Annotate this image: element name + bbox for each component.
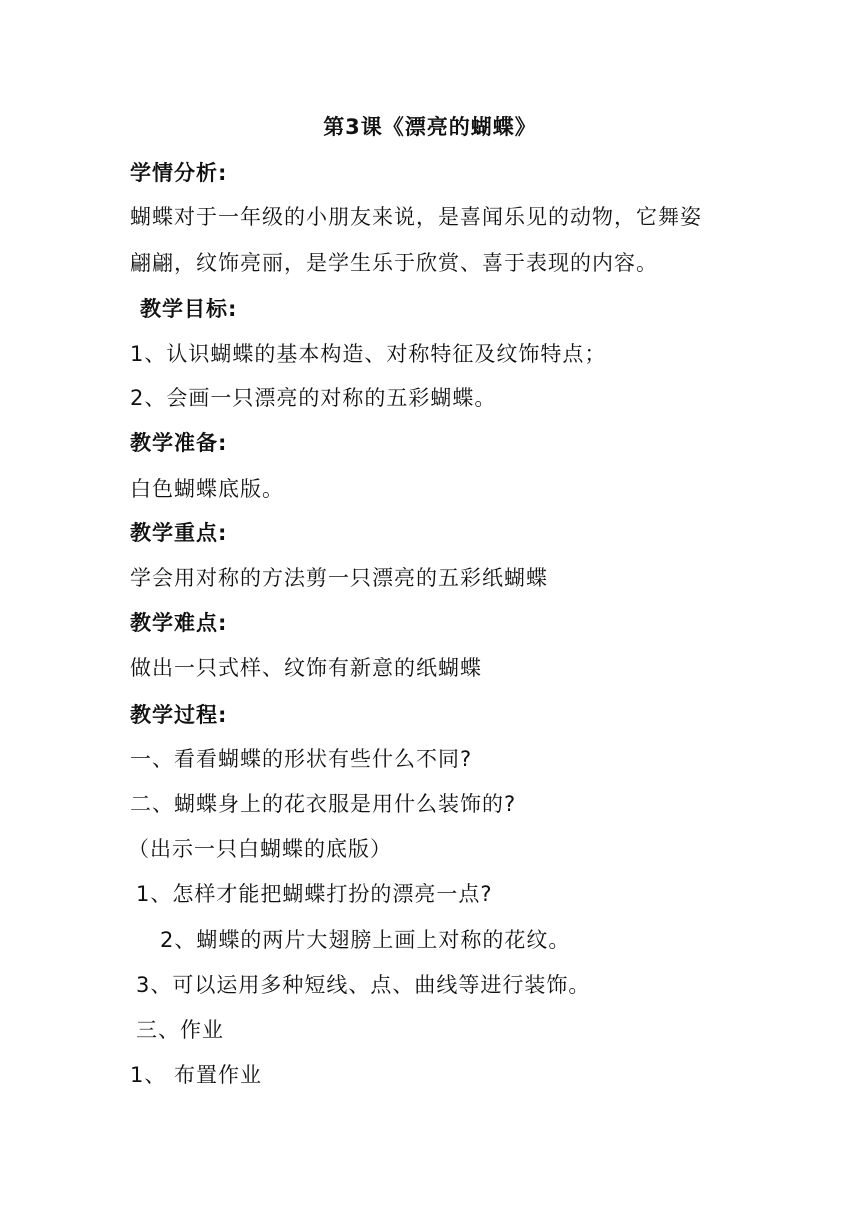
goal-item-2: 2、会画一只漂亮的对称的五彩蝴蝶。 [130,386,497,410]
process-step-2: 二、蝴蝶身上的花衣服是用什么装饰的? [130,792,517,816]
homework-item-1: 1、 布置作业 [130,1063,263,1087]
process-sub-2: 2、蝴蝶的两片大翅膀上画上对称的花纹。 [160,928,571,952]
analysis-heading: 学情分析: [130,161,228,185]
process-heading: 教学过程: [130,703,228,727]
goals-heading: 教学目标: [140,297,238,321]
difficulty-heading: 教学难点: [130,611,228,635]
process-step-2-note: （出示一只白蝴蝶的底版） [128,837,392,861]
page-title: 第3课《漂亮的蝴蝶》 [323,115,537,139]
process-sub-1: 1、怎样才能把蝴蝶打扮的漂亮一点? [136,882,493,906]
key-heading: 教学重点: [130,521,228,545]
process-sub-3: 3、可以运用多种短线、点、曲线等进行装饰。 [136,973,591,997]
prep-text: 白色蝴蝶底版。 [130,477,284,501]
analysis-text-line-2: 翩翩，纹饰亮丽，是学生乐于欣赏、喜于表现的内容。 [130,251,658,275]
process-step-3: 三、作业 [136,1018,224,1042]
difficulty-text: 做出一只式样、纹饰有新意的纸蝴蝶 [130,656,482,680]
key-text: 学会用对称的方法剪一只漂亮的五彩纸蝴蝶 [130,566,548,590]
analysis-text-line-1: 蝴蝶对于一年级的小朋友来说，是喜闻乐见的动物，它舞姿 [130,205,702,229]
goal-item-1: 1、认识蝴蝶的基本构造、对称特征及纹饰特点； [130,342,607,366]
prep-heading: 教学准备: [130,431,228,455]
process-step-1: 一、看看蝴蝶的形状有些什么不同? [130,747,473,771]
